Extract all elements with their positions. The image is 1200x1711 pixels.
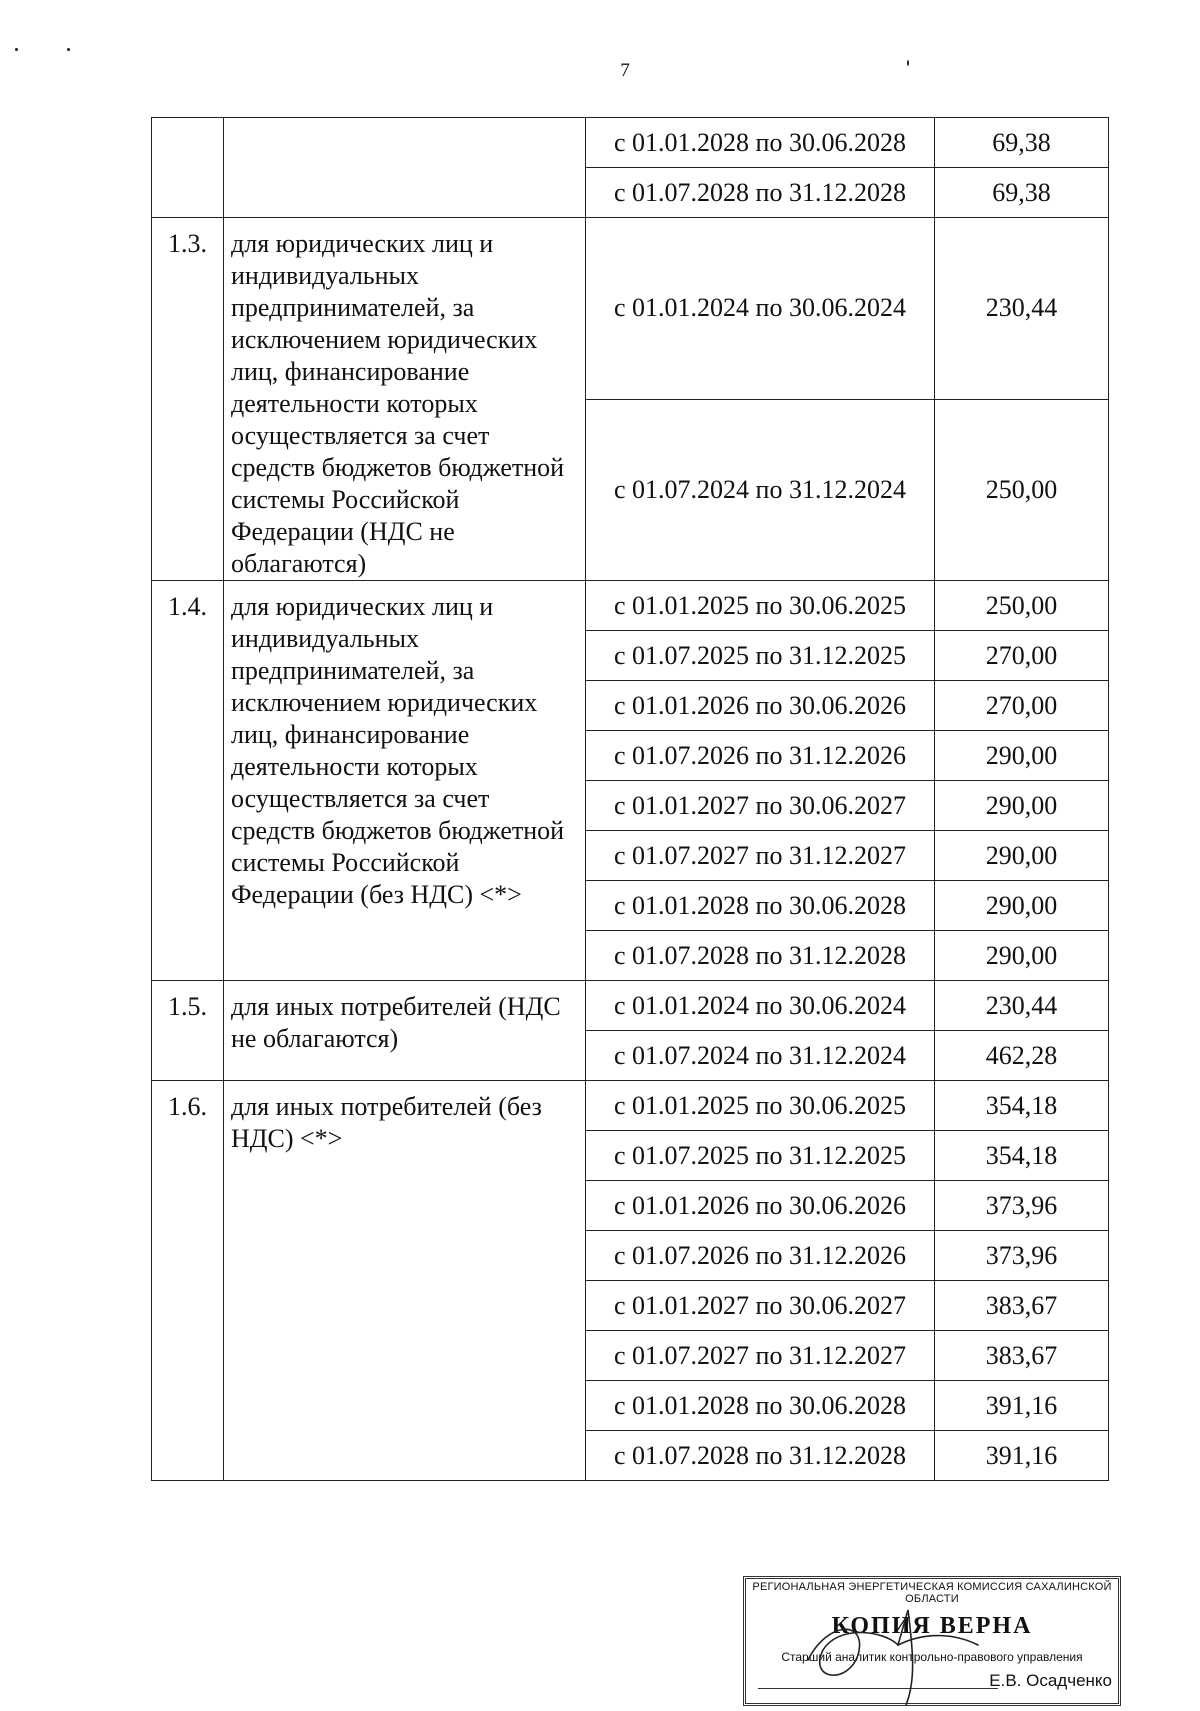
- period-cell: с 01.07.2025 по 31.12.2025: [586, 631, 935, 681]
- table-row: [152, 981, 1109, 1031]
- tariff-value-cell: 290,00: [935, 881, 1109, 931]
- tariff-value-cell: 391,16: [935, 1431, 1109, 1481]
- stamp-organization: РЕГИОНАЛЬНАЯ ЭНЕРГЕТИЧЕСКАЯ КОМИССИЯ САХАЛИНСКОЙ ОБЛАСТИ: [752, 1581, 1112, 1605]
- tariff-value-cell: 250,00: [935, 581, 1109, 631]
- period-cell: с 01.07.2026 по 31.12.2026: [586, 731, 935, 781]
- tariff-value-cell: 290,00: [935, 831, 1109, 881]
- period-cell: с 01.01.2028 по 30.06.2028: [586, 881, 935, 931]
- tariff-value-cell: 230,44: [935, 981, 1109, 1031]
- tariff-value-cell: 270,00: [935, 631, 1109, 681]
- period-cell: с 01.01.2025 по 30.06.2025: [586, 581, 935, 631]
- tariff-value-cell: 230,44: [935, 218, 1109, 400]
- tariff-value-cell: 290,00: [935, 781, 1109, 831]
- stamp-title: КОПИЯ ВЕРНА: [831, 1613, 1033, 1639]
- tariff-value-cell: 391,16: [935, 1381, 1109, 1431]
- row-number: 1.4.: [152, 581, 224, 981]
- row-number: [152, 118, 224, 218]
- tariff-table: [151, 117, 1109, 1481]
- tariff-value-cell: 69,38: [935, 168, 1109, 218]
- consumer-category: для иных потребителей (НДС не облагаются): [224, 981, 586, 1081]
- page-number: 7: [620, 60, 630, 81]
- consumer-category: для юридических лиц и индивидуальных предпринимателей, за исключением юридических лиц, финансирование деятельности которых осуществляется за счет средств бюджетов бюджетной системы Российской Федерации (без НДС) <*>: [224, 581, 586, 981]
- row-number: 1.3.: [152, 218, 224, 581]
- period-cell: с 01.01.2025 по 30.06.2025: [586, 1081, 935, 1131]
- period-cell: с 01.01.2024 по 30.06.2024: [586, 981, 935, 1031]
- tariff-value-cell: 383,67: [935, 1281, 1109, 1331]
- period-cell: с 01.07.2027 по 31.12.2027: [586, 1331, 935, 1381]
- tariff-value-cell: 270,00: [935, 681, 1109, 731]
- period-cell: с 01.01.2026 по 30.06.2026: [586, 681, 935, 731]
- table-row: [152, 118, 1109, 168]
- stamp-position: Старший аналитик контрольно-правового управления: [781, 1650, 1083, 1664]
- scan-speck: [907, 60, 909, 66]
- period-cell: с 01.07.2027 по 31.12.2027: [586, 831, 935, 881]
- table-row: [152, 581, 1109, 631]
- period-cell: с 01.01.2026 по 30.06.2026: [586, 1181, 935, 1231]
- tariff-value-cell: 354,18: [935, 1081, 1109, 1131]
- period-cell: с 01.01.2024 по 30.06.2024: [586, 218, 935, 400]
- scan-speck: [67, 48, 70, 51]
- period-cell: с 01.07.2028 по 31.12.2028: [586, 931, 935, 981]
- period-cell: с 01.01.2028 по 30.06.2028: [586, 1381, 935, 1431]
- period-cell: с 01.07.2024 по 31.12.2024: [586, 1031, 935, 1081]
- period-cell: с 01.01.2027 по 30.06.2027: [586, 781, 935, 831]
- tariff-value-cell: 354,18: [935, 1131, 1109, 1181]
- tariff-value-cell: 373,96: [935, 1181, 1109, 1231]
- tariff-value-cell: 383,67: [935, 1331, 1109, 1381]
- row-number: 1.5.: [152, 981, 224, 1081]
- period-cell: с 01.07.2024 по 31.12.2024: [586, 399, 935, 581]
- tariff-value-cell: 462,28: [935, 1031, 1109, 1081]
- consumer-category: для юридических лиц и индивидуальных предпринимателей, за исключением юридических лиц, финансирование деятельности которых осуществляется за счет средств бюджетов бюджетной системы Российской Федерации (НДС не облагаются): [224, 218, 586, 581]
- consumer-category: для иных потребителей (без НДС) <*>: [224, 1081, 586, 1481]
- table-row: [152, 218, 1109, 400]
- row-number: 1.6.: [152, 1081, 224, 1481]
- tariff-value-cell: 250,00: [935, 399, 1109, 581]
- tariff-value-cell: 290,00: [935, 731, 1109, 781]
- tariff-value-cell: 69,38: [935, 118, 1109, 168]
- tariff-value-cell: 373,96: [935, 1231, 1109, 1281]
- consumer-category: [224, 118, 586, 218]
- scan-speck: [15, 48, 18, 51]
- period-cell: с 01.01.2027 по 30.06.2027: [586, 1281, 935, 1331]
- period-cell: с 01.07.2025 по 31.12.2025: [586, 1131, 935, 1181]
- period-cell: с 01.01.2028 по 30.06.2028: [586, 118, 935, 168]
- table-row: [152, 1081, 1109, 1131]
- certified-copy-stamp: [743, 1576, 1121, 1706]
- period-cell: с 01.07.2028 по 31.12.2028: [586, 168, 935, 218]
- period-cell: с 01.07.2026 по 31.12.2026: [586, 1231, 935, 1281]
- tariff-value-cell: 290,00: [935, 931, 1109, 981]
- stamp-signer-name: Е.В. Осадченко: [989, 1671, 1112, 1690]
- period-cell: с 01.07.2028 по 31.12.2028: [586, 1431, 935, 1481]
- signature-line: [758, 1688, 998, 1689]
- tariff-table-body: [152, 118, 1109, 1481]
